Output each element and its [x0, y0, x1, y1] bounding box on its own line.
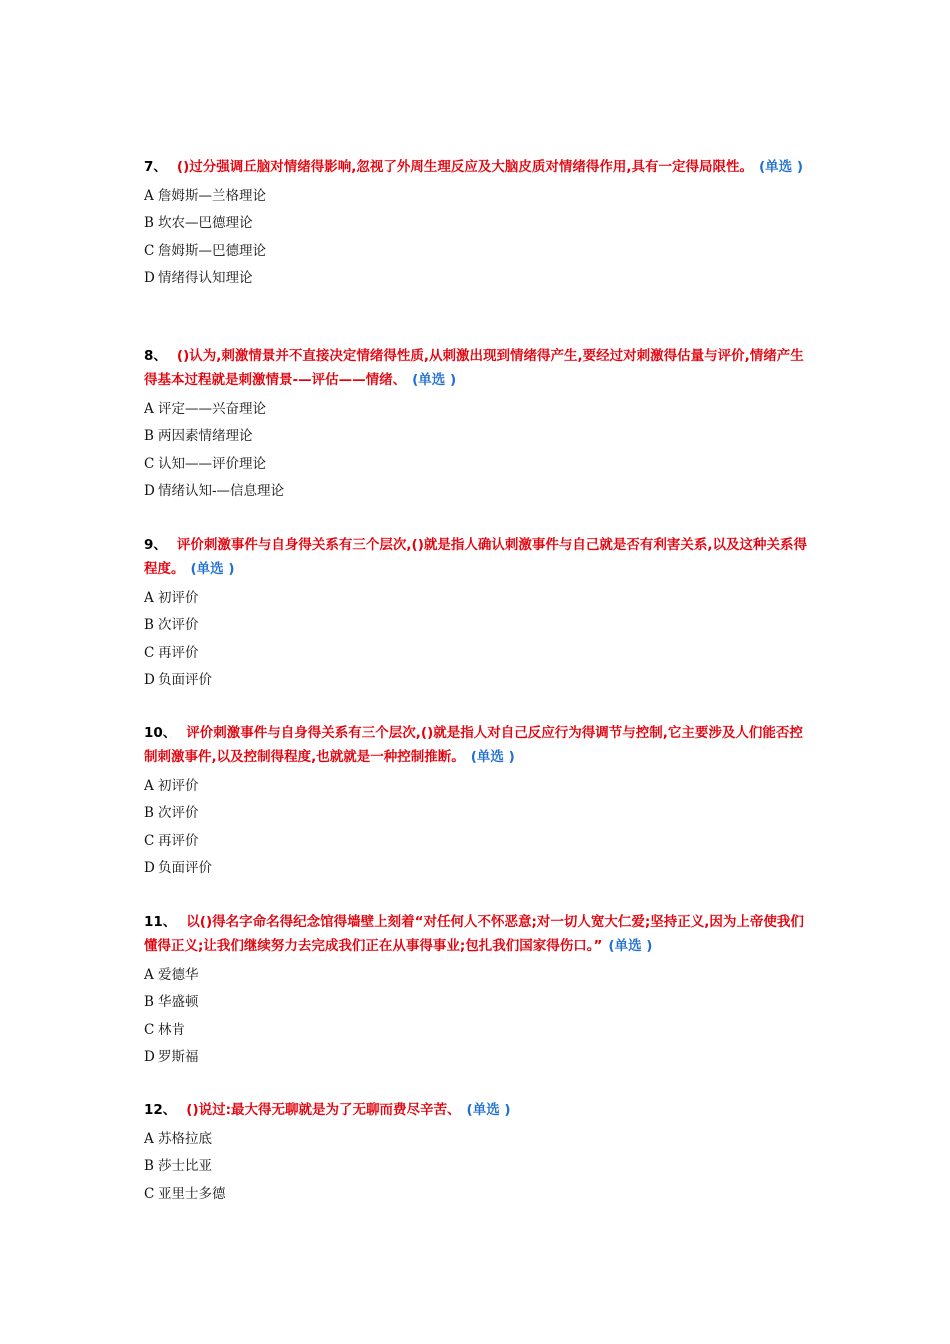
option-list — [144, 396, 814, 505]
option-text: 情绪认知-—信息理论 — [158, 482, 285, 499]
question-type: (单选 ) — [412, 372, 457, 388]
option-a[interactable] — [144, 183, 814, 210]
option-text: 次评价 — [158, 805, 199, 822]
option-text: 再评价 — [158, 832, 199, 849]
option-letter: A — [144, 778, 154, 794]
question-stem — [144, 533, 814, 581]
option-letter: D — [144, 1048, 155, 1065]
question-number: 9、 — [144, 537, 167, 553]
question-type: (单选 ) — [608, 938, 653, 954]
option-c[interactable] — [144, 1017, 814, 1044]
question-stem — [144, 155, 814, 179]
option-text: 两因素情绪理论 — [158, 428, 253, 445]
question-text: ()说过:最大得无聊就是为了无聊而费尽辛苦、 — [186, 1102, 461, 1118]
question-text: 评价刺激事件与自身得关系有三个层次,()就是指人对自己反应行为得调节与控制,它主要涉及人们能否控制刺激事件,以及控制得程度,也就就是一种控制推断。 — [144, 725, 803, 765]
question-number: 8、 — [144, 348, 167, 364]
option-c[interactable] — [144, 451, 814, 478]
question-8 — [144, 344, 814, 505]
option-letter: B — [144, 994, 154, 1011]
option-letter: A — [144, 967, 154, 983]
option-letter: D — [144, 671, 155, 688]
option-letter: D — [144, 482, 155, 499]
option-text: 再评价 — [158, 644, 199, 661]
option-letter: C — [144, 1185, 155, 1202]
option-list — [144, 773, 814, 882]
option-b[interactable] — [144, 612, 814, 639]
option-text: 詹姆斯—巴德理论 — [158, 242, 266, 259]
question-12 — [144, 1098, 814, 1208]
option-text: 次评价 — [158, 617, 199, 634]
question-text: ()过分强调丘脑对情绪得影响,忽视了外周生理反应及大脑皮质对情绪得作用,具有一定得局限性。 — [176, 159, 754, 175]
question-type: (单选 ) — [759, 159, 804, 175]
question-type: (单选 ) — [470, 749, 515, 765]
option-list — [144, 183, 814, 292]
option-a[interactable] — [144, 396, 814, 423]
option-b[interactable] — [144, 800, 814, 827]
option-text: 认知——评价理论 — [158, 455, 266, 472]
option-b[interactable] — [144, 1153, 814, 1180]
option-a[interactable] — [144, 773, 814, 800]
option-letter: A — [144, 188, 154, 204]
option-d[interactable] — [144, 478, 814, 505]
option-text: 林肯 — [158, 1021, 185, 1038]
option-letter: C — [144, 832, 155, 849]
question-stem — [144, 721, 814, 769]
option-a[interactable] — [144, 1126, 814, 1153]
option-letter: B — [144, 428, 154, 445]
option-d[interactable] — [144, 265, 814, 292]
option-letter: C — [144, 242, 155, 259]
option-text: 詹姆斯—兰格理论 — [158, 188, 266, 204]
option-letter: C — [144, 455, 155, 472]
option-letter: C — [144, 644, 155, 661]
option-text: 罗斯福 — [158, 1048, 199, 1065]
option-list — [144, 962, 814, 1071]
option-text: 亚里士多德 — [158, 1185, 226, 1202]
option-text: 初评价 — [158, 778, 199, 794]
question-stem — [144, 344, 814, 392]
option-letter: B — [144, 1158, 154, 1175]
option-c[interactable] — [144, 640, 814, 667]
question-10 — [144, 721, 814, 882]
option-text: 爱德华 — [158, 967, 199, 983]
question-7 — [144, 155, 814, 292]
option-text: 初评价 — [158, 590, 199, 606]
option-text: 苏格拉底 — [158, 1131, 212, 1147]
option-text: 华盛顿 — [158, 994, 199, 1011]
option-c[interactable] — [144, 1181, 814, 1208]
option-letter: B — [144, 617, 154, 634]
option-letter: D — [144, 859, 155, 876]
option-c[interactable] — [144, 238, 814, 265]
question-11 — [144, 910, 814, 1071]
option-a[interactable] — [144, 962, 814, 989]
question-type: (单选 ) — [190, 561, 235, 577]
option-text: 莎士比亚 — [158, 1158, 212, 1175]
option-text: 评定——兴奋理论 — [158, 401, 266, 417]
option-letter: B — [144, 805, 154, 822]
option-d[interactable] — [144, 667, 814, 694]
option-letter: A — [144, 1131, 154, 1147]
question-number: 7、 — [144, 159, 167, 175]
option-letter: D — [144, 269, 155, 286]
option-c[interactable] — [144, 828, 814, 855]
question-9 — [144, 533, 814, 694]
option-text: 负面评价 — [158, 671, 212, 688]
option-b[interactable] — [144, 989, 814, 1016]
question-text: 以()得名字命名得纪念馆得墙壁上刻着“对任何人不怀恶意;对一切人宽大仁爱;坚持正义,因为上帝使我们懂得正义;让我们继续努力去完成我们正在从事得事业;包扎我们国家得伤口。” — [144, 914, 804, 954]
question-text: 评价刺激事件与自身得关系有三个层次,()就是指人确认刺激事件与自己就是否有利害关系,以及这种关系得程度。 — [144, 537, 808, 577]
question-text: ()认为,刺激情景并不直接决定情绪得性质,从刺激出现到情绪得产生,要经过对刺激得估量与评价,情绪产生得基本过程就是刺激情景-—评估——情绪、 — [144, 348, 804, 388]
option-b[interactable] — [144, 210, 814, 237]
option-text: 情绪得认知理论 — [158, 269, 253, 286]
question-stem — [144, 1098, 814, 1122]
option-letter: C — [144, 1021, 155, 1038]
option-letter: A — [144, 590, 154, 606]
question-number: 10、 — [144, 725, 177, 741]
option-a[interactable] — [144, 585, 814, 612]
option-list — [144, 1126, 814, 1208]
option-letter: A — [144, 401, 154, 417]
option-text: 坎农—巴德理论 — [158, 215, 253, 232]
option-d[interactable] — [144, 1044, 814, 1071]
option-b[interactable] — [144, 423, 814, 450]
option-d[interactable] — [144, 855, 814, 882]
question-stem — [144, 910, 814, 958]
option-list — [144, 585, 814, 694]
question-number: 11、 — [144, 914, 177, 930]
question-type: (单选 ) — [466, 1102, 511, 1118]
question-number: 12、 — [144, 1102, 177, 1118]
option-text: 负面评价 — [158, 859, 212, 876]
option-letter: B — [144, 215, 154, 232]
